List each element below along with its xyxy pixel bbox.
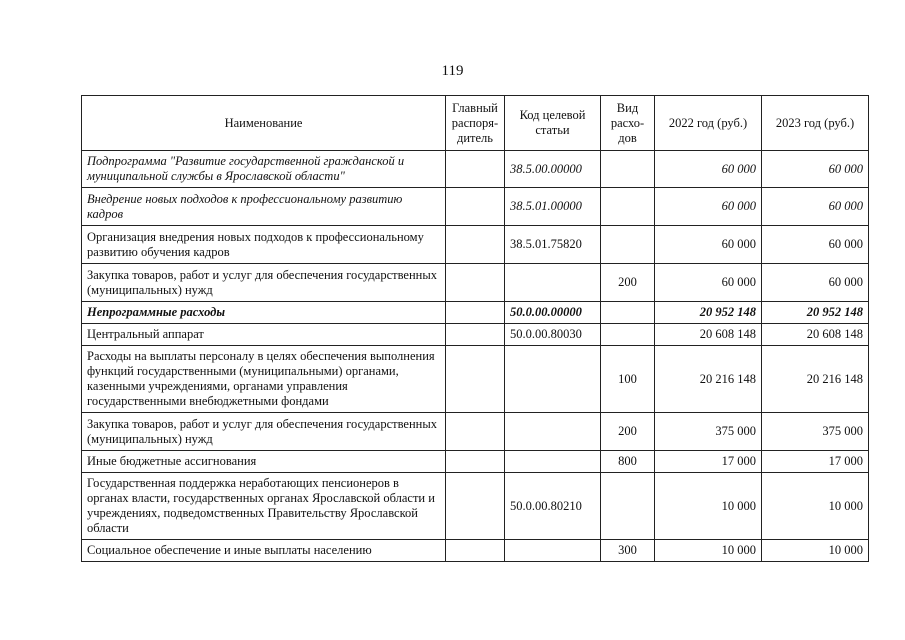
budget-table	[81, 95, 869, 562]
cell-name: Иные бюджетные ассигнования	[82, 451, 446, 473]
cell-admin	[446, 226, 505, 264]
cell-2023: 60 000	[762, 151, 869, 188]
cell-code	[505, 451, 601, 473]
cell-2023: 375 000	[762, 413, 869, 451]
cell-name: Закупка товаров, работ и услуг для обеспечения государственных (муниципальных) нужд	[82, 264, 446, 302]
header-type: Вид расхо-дов	[601, 96, 655, 151]
table-row	[82, 540, 869, 562]
cell-code: 50.0.00.80030	[505, 324, 601, 346]
cell-type	[601, 302, 655, 324]
cell-code	[505, 264, 601, 302]
table-row	[82, 413, 869, 451]
cell-2023: 60 000	[762, 264, 869, 302]
cell-code: 38.5.01.75820	[505, 226, 601, 264]
cell-2022: 10 000	[655, 473, 762, 540]
cell-name: Непрограммные расходы	[82, 302, 446, 324]
cell-type: 300	[601, 540, 655, 562]
cell-2022: 375 000	[655, 413, 762, 451]
cell-type	[601, 473, 655, 540]
header-2022: 2022 год (руб.)	[655, 96, 762, 151]
cell-2022: 20 952 148	[655, 302, 762, 324]
cell-2022: 60 000	[655, 264, 762, 302]
table-row	[82, 302, 869, 324]
cell-code: 38.5.01.00000	[505, 188, 601, 226]
cell-2022: 60 000	[655, 151, 762, 188]
cell-admin	[446, 540, 505, 562]
table-row	[82, 226, 869, 264]
cell-2023: 20 608 148	[762, 324, 869, 346]
cell-2023: 20 952 148	[762, 302, 869, 324]
cell-2022: 20 216 148	[655, 346, 762, 413]
header-admin: Главный распоря-дитель	[446, 96, 505, 151]
cell-2022: 20 608 148	[655, 324, 762, 346]
cell-type	[601, 324, 655, 346]
cell-name: Закупка товаров, работ и услуг для обеспечения государственных (муниципальных) нужд	[82, 413, 446, 451]
cell-name: Организация внедрения новых подходов к профессиональному развитию обучения кадров	[82, 226, 446, 264]
cell-admin	[446, 264, 505, 302]
table-row	[82, 451, 869, 473]
cell-name: Социальное обеспечение и иные выплаты населению	[82, 540, 446, 562]
table-row	[82, 188, 869, 226]
cell-2023: 10 000	[762, 473, 869, 540]
cell-type: 200	[601, 413, 655, 451]
cell-code: 50.0.00.80210	[505, 473, 601, 540]
cell-2023: 10 000	[762, 540, 869, 562]
cell-name: Государственная поддержка неработающих пенсионеров в органах власти, государственных органах Ярославской области и учреждениях, подведомственных Правительству Ярославской области	[82, 473, 446, 540]
cell-name: Расходы на выплаты персоналу в целях обеспечения выполнения функций государственными (муниципальными) органами, казенными учреждениями, органами управления государственными внебюджетными фондами	[82, 346, 446, 413]
cell-code	[505, 346, 601, 413]
cell-code: 38.5.00.00000	[505, 151, 601, 188]
cell-admin	[446, 188, 505, 226]
cell-type	[601, 226, 655, 264]
cell-admin	[446, 451, 505, 473]
cell-2022: 60 000	[655, 188, 762, 226]
cell-admin	[446, 151, 505, 188]
cell-admin	[446, 324, 505, 346]
cell-2023: 20 216 148	[762, 346, 869, 413]
table-row	[82, 473, 869, 540]
cell-type: 200	[601, 264, 655, 302]
cell-admin	[446, 346, 505, 413]
table-row	[82, 264, 869, 302]
cell-type	[601, 151, 655, 188]
cell-type	[601, 188, 655, 226]
cell-2023: 60 000	[762, 188, 869, 226]
cell-admin	[446, 302, 505, 324]
cell-admin	[446, 413, 505, 451]
cell-name: Центральный аппарат	[82, 324, 446, 346]
table-row	[82, 151, 869, 188]
cell-name: Внедрение новых подходов к профессиональному развитию кадров	[82, 188, 446, 226]
cell-code	[505, 540, 601, 562]
header-code: Код целевой статьи	[505, 96, 601, 151]
cell-code: 50.0.00.00000	[505, 302, 601, 324]
table-row	[82, 346, 869, 413]
table-header-row	[82, 96, 869, 151]
cell-code	[505, 413, 601, 451]
cell-2022: 17 000	[655, 451, 762, 473]
page-number: 119	[441, 63, 464, 79]
cell-admin	[446, 473, 505, 540]
cell-2023: 60 000	[762, 226, 869, 264]
cell-2023: 17 000	[762, 451, 869, 473]
cell-type: 800	[601, 451, 655, 473]
cell-2022: 60 000	[655, 226, 762, 264]
cell-type: 100	[601, 346, 655, 413]
table-row	[82, 324, 869, 346]
table-body	[82, 151, 869, 562]
header-name: Наименование	[82, 96, 446, 151]
cell-2022: 10 000	[655, 540, 762, 562]
cell-name: Подпрограмма "Развитие государственной гражданской и муниципальной службы в Ярославской области"	[82, 151, 446, 188]
header-2023: 2023 год (руб.)	[762, 96, 869, 151]
